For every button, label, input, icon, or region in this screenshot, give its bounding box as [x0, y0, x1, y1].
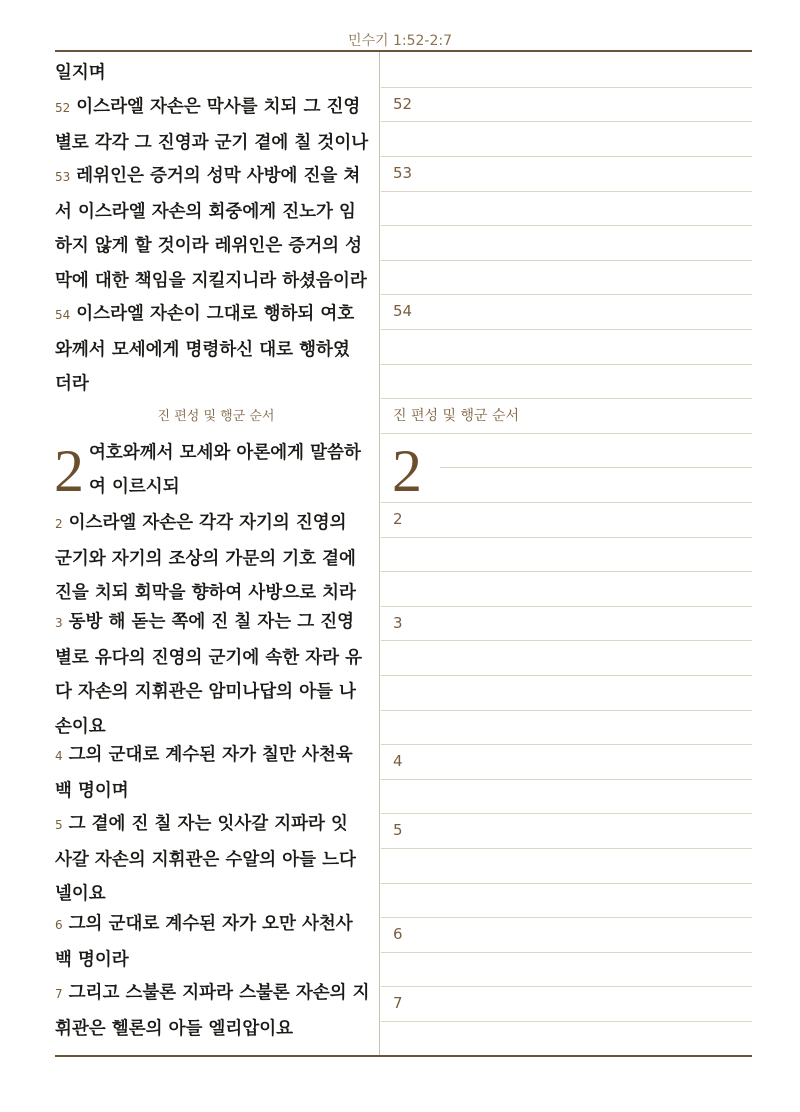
writing-line: [381, 710, 752, 711]
top-rule: [55, 50, 752, 52]
chapter-number: 2: [54, 438, 84, 504]
writing-line: [381, 917, 752, 918]
verse-number: 7: [55, 987, 63, 1001]
writing-line: [381, 398, 752, 399]
section-heading: 진 편성 및 행군 순서: [157, 409, 275, 424]
note-ref-52: 52: [393, 95, 413, 113]
note-ref-2: 2: [393, 510, 403, 528]
note-ref-4: 4: [393, 752, 403, 770]
writing-line: [381, 87, 752, 88]
page-header: 민수기 1:52-2:7: [347, 33, 453, 49]
verse-number: 5: [55, 818, 63, 832]
writing-line: [381, 744, 752, 745]
verse-number: 4: [55, 749, 63, 763]
verse-5: 5 그 곁에 진 칠 자는 잇사갈 지파라 잇 사갈 자손의 지휘관은 수알의 아들 느다 넬이요: [55, 814, 356, 904]
writing-line: [381, 571, 752, 572]
verse-4: 4 그의 군대로 계수된 자가 칠만 사천육 백 명이며: [55, 745, 353, 801]
note-ref-53: 53: [393, 164, 413, 182]
writing-line: [381, 606, 752, 607]
note-ref-54: 54: [393, 302, 413, 320]
verse-54: 54 이스라엘 자손이 그대로 행하되 여호 와께서 모세에게 명령하신 대로 행하였 더라: [55, 304, 355, 394]
verse-number: 2: [55, 517, 63, 531]
writing-line: [381, 779, 752, 780]
intro-line: 일지며: [55, 63, 106, 83]
writing-line: [381, 156, 752, 157]
note-ref-7: 7: [393, 994, 403, 1012]
verse-6: 6 그의 군대로 계수된 자가 오만 사천사 백 명이라: [55, 914, 353, 970]
writing-line: [381, 986, 752, 987]
writing-line: [381, 883, 752, 884]
writing-line: [381, 1021, 752, 1022]
verse-number: 3: [55, 616, 63, 630]
note-ref-3: 3: [393, 614, 403, 632]
writing-line: [381, 329, 752, 330]
writing-line: [381, 675, 752, 676]
writing-line: [381, 260, 752, 261]
note-ref-5: 5: [393, 821, 403, 839]
writing-line: [440, 467, 752, 468]
writing-line: [381, 121, 752, 122]
writing-line: [381, 294, 752, 295]
writing-line: [381, 952, 752, 953]
verse-52: 52 이스라엘 자손은 막사를 치되 그 진영 별로 각각 그 진영과 군기 곁에 칠 것이나: [55, 97, 369, 153]
writing-line: [381, 537, 752, 538]
verse-7: 7 그리고 스불론 지파라 스불론 자손의 지 휘관은 헬론의 아들 엘리압이요: [55, 983, 370, 1039]
column-divider: [379, 52, 380, 1055]
verse-2: 2 이스라엘 자손은 각각 자기의 진영의 군기와 자기의 조상의 가문의 기호 곁에 진을 치되 회막을 향하여 사방으로 치라: [55, 513, 356, 603]
writing-line: [381, 640, 752, 641]
verse-53: 53 레위인은 증거의 성막 사방에 진을 쳐 서 이스라엘 자손의 회중에게 진노가 임 하지 않게 할 것이라 레위인은 증거의 성 막에 대한 책임을 지킬지니라 하셨음이라: [55, 166, 367, 291]
section-heading-notes: 진 편성 및 행군 순서: [393, 408, 519, 424]
chapter-number-notes: 2: [392, 438, 422, 504]
bottom-rule: [55, 1055, 752, 1057]
verse-1: 여호와께서 모세와 아론에게 말씀하 여 이르시되: [89, 443, 361, 497]
writing-line: [381, 191, 752, 192]
verse-number: 53: [55, 170, 71, 184]
writing-line: [381, 364, 752, 365]
note-ref-6: 6: [393, 925, 403, 943]
writing-line: [381, 502, 752, 503]
writing-line: [381, 225, 752, 226]
verse-number: 52: [55, 101, 71, 115]
verse-number: 6: [55, 918, 63, 932]
verse-3: 3 동방 해 돋는 쪽에 진 칠 자는 그 진영 별로 유다의 진영의 군기에 속한 자라 유 다 자손의 지휘관은 암미나답의 아들 나 손이요: [55, 612, 363, 737]
verse-number: 54: [55, 308, 71, 322]
writing-line: [381, 813, 752, 814]
writing-line: [381, 848, 752, 849]
writing-line: [381, 433, 752, 434]
